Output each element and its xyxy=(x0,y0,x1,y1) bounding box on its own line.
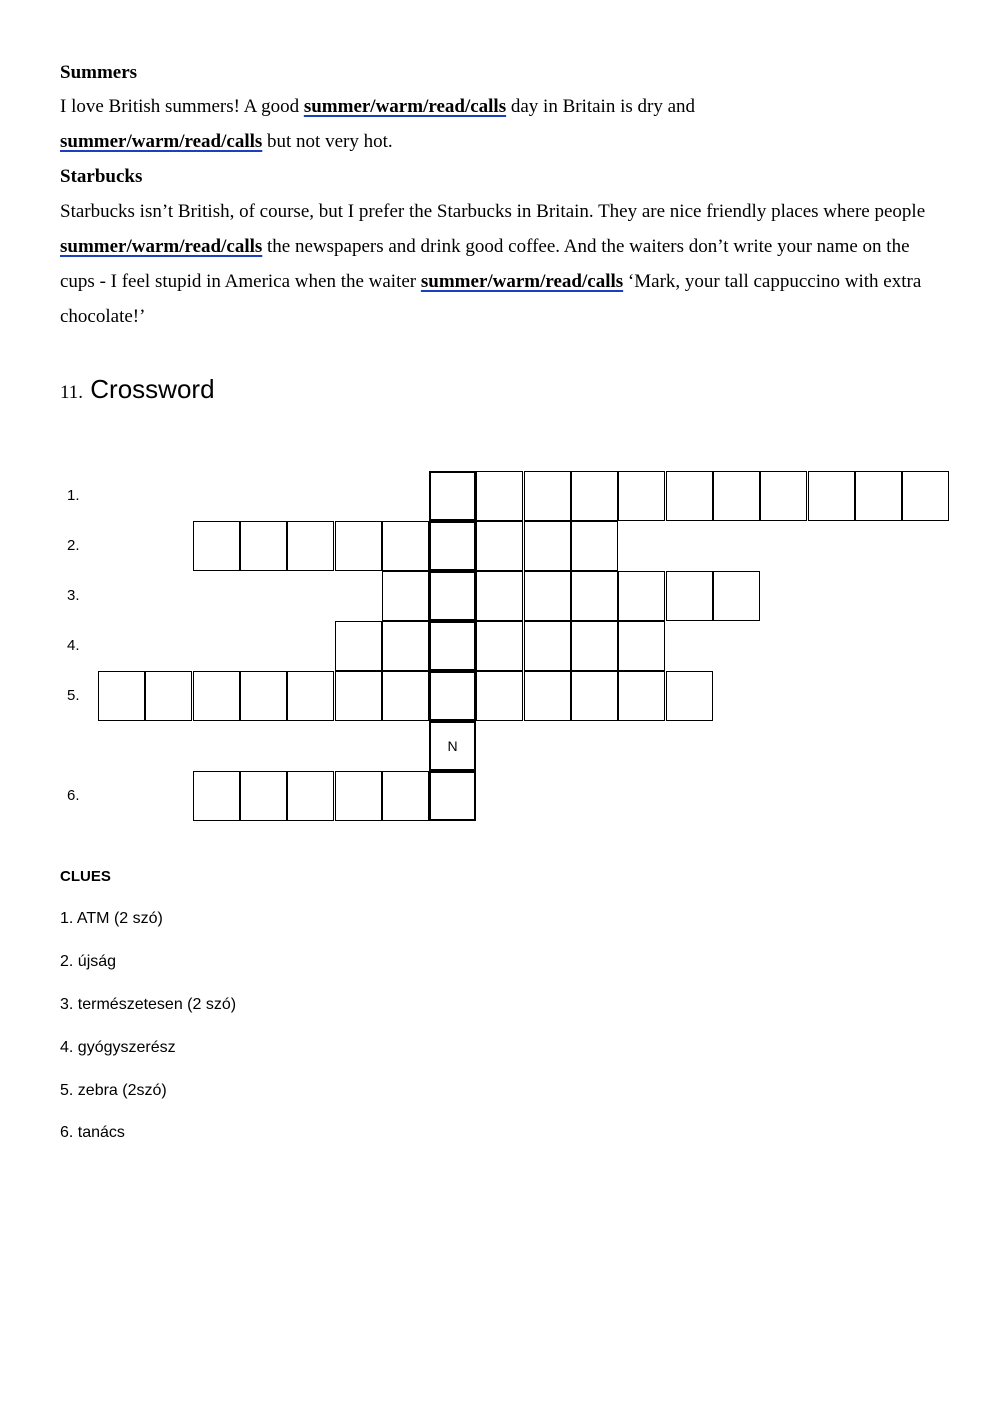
section-title-text: Crossword xyxy=(90,374,215,404)
starbucks-heading: Starbucks xyxy=(60,166,143,187)
crossword-cell[interactable] xyxy=(713,571,760,621)
clue-4: 4. gyógyszerész xyxy=(60,1039,176,1056)
crossword-label-5: 5. xyxy=(67,687,80,704)
crossword-cell[interactable] xyxy=(571,671,618,721)
crossword-cell[interactable] xyxy=(429,621,476,671)
crossword-cell[interactable] xyxy=(571,621,618,671)
crossword-cell[interactable] xyxy=(287,771,334,821)
crossword-label-2: 2. xyxy=(67,537,80,554)
crossword-label-4: 4. xyxy=(67,637,80,654)
crossword-cell[interactable] xyxy=(902,471,949,521)
crossword-cell[interactable] xyxy=(666,671,713,721)
crossword-cell[interactable] xyxy=(618,571,665,621)
clues-title: CLUES xyxy=(60,868,111,885)
section-number: 11. xyxy=(60,382,84,403)
crossword-cell[interactable] xyxy=(524,521,571,571)
crossword-cell[interactable] xyxy=(240,671,287,721)
clue-6: 6. tanács xyxy=(60,1124,125,1141)
crossword-cell[interactable] xyxy=(571,521,618,571)
crossword-label-1: 1. xyxy=(67,487,80,504)
crossword-cell[interactable] xyxy=(476,571,523,621)
crossword-cell[interactable] xyxy=(240,521,287,571)
crossword-cell[interactable] xyxy=(382,671,429,721)
section-title xyxy=(60,374,215,405)
crossword-cell[interactable] xyxy=(287,671,334,721)
crossword-cell[interactable] xyxy=(571,571,618,621)
summers-paragraph xyxy=(60,89,940,159)
crossword-cell[interactable] xyxy=(287,521,334,571)
crossword-cell[interactable] xyxy=(193,771,240,821)
crossword-cell[interactable] xyxy=(429,671,476,721)
crossword-cell[interactable] xyxy=(666,471,713,521)
crossword-cell[interactable] xyxy=(618,471,665,521)
crossword-cell[interactable] xyxy=(476,621,523,671)
crossword-cell[interactable] xyxy=(476,521,523,571)
starbucks-paragraph xyxy=(60,194,930,334)
crossword-cell[interactable] xyxy=(429,471,476,521)
crossword-cell[interactable] xyxy=(382,771,429,821)
crossword-cell[interactable] xyxy=(524,571,571,621)
crossword-cell[interactable] xyxy=(855,471,902,521)
summers-text-3: but not very hot. xyxy=(262,131,393,152)
crossword-cell[interactable] xyxy=(713,471,760,521)
clue-5: 5. zebra (2szó) xyxy=(60,1082,167,1099)
crossword-cell[interactable] xyxy=(524,471,571,521)
crossword-cell[interactable] xyxy=(571,471,618,521)
clue-2: 2. újság xyxy=(60,953,117,970)
crossword-cell[interactable] xyxy=(760,471,807,521)
crossword-cell[interactable] xyxy=(193,671,240,721)
crossword-cell[interactable] xyxy=(429,521,476,571)
crossword-cell[interactable] xyxy=(145,671,192,721)
starbucks-text-2: the newspapers and drink good coffee. And the waiters don’t write your name on the cups - I feel stupid in America when the waiter xyxy=(60,236,910,292)
crossword-cell[interactable] xyxy=(335,771,382,821)
crossword-cell[interactable] xyxy=(335,621,382,671)
crossword-cell[interactable] xyxy=(429,771,476,821)
clue-1: 1. ATM (2 szó) xyxy=(60,910,163,927)
gap-dropdown-1[interactable]: summer/warm/read/calls xyxy=(303,96,507,117)
gap-dropdown-3[interactable]: summer/warm/read/calls xyxy=(60,236,263,257)
starbucks-text-1: Starbucks isn’t British, of course, but I prefer the Starbucks in Britain. They are nice friendly places where people xyxy=(60,201,926,222)
crossword-cell[interactable] xyxy=(808,471,855,521)
crossword-cell[interactable] xyxy=(524,671,571,721)
crossword-cell[interactable] xyxy=(335,671,382,721)
crossword-cell[interactable] xyxy=(382,521,429,571)
crossword-cell[interactable] xyxy=(193,521,240,571)
crossword-cell[interactable] xyxy=(382,621,429,671)
crossword-cell[interactable] xyxy=(666,571,713,621)
starbucks-text-3: ‘Mark, your tall cappuccino with extra chocolate!’ xyxy=(60,271,922,327)
clue-3: 3. természetesen (2 szó) xyxy=(60,996,237,1013)
gap-dropdown-2[interactable]: summer/warm/read/calls xyxy=(60,131,263,152)
crossword-cell[interactable] xyxy=(524,621,571,671)
crossword-label-3: 3. xyxy=(67,587,80,604)
crossword-label-6: 6. xyxy=(67,787,80,804)
gap-dropdown-4[interactable]: summer/warm/read/calls xyxy=(420,271,624,292)
crossword-cell[interactable] xyxy=(618,621,665,671)
crossword-cell[interactable] xyxy=(382,571,429,621)
crossword-cell[interactable] xyxy=(476,471,523,521)
crossword-cell[interactable] xyxy=(98,671,145,721)
summers-text-1: I love British summers! A good xyxy=(60,96,304,117)
crossword-cell[interactable] xyxy=(429,571,476,621)
crossword-cell[interactable] xyxy=(618,671,665,721)
summers-text-2: day in Britain is dry and xyxy=(506,96,696,117)
crossword-cell[interactable] xyxy=(476,671,523,721)
crossword-cell[interactable] xyxy=(240,771,287,821)
crossword-cell[interactable] xyxy=(335,521,382,571)
summers-heading: Summers xyxy=(60,62,138,83)
crossword-given-letter: N xyxy=(447,738,458,754)
